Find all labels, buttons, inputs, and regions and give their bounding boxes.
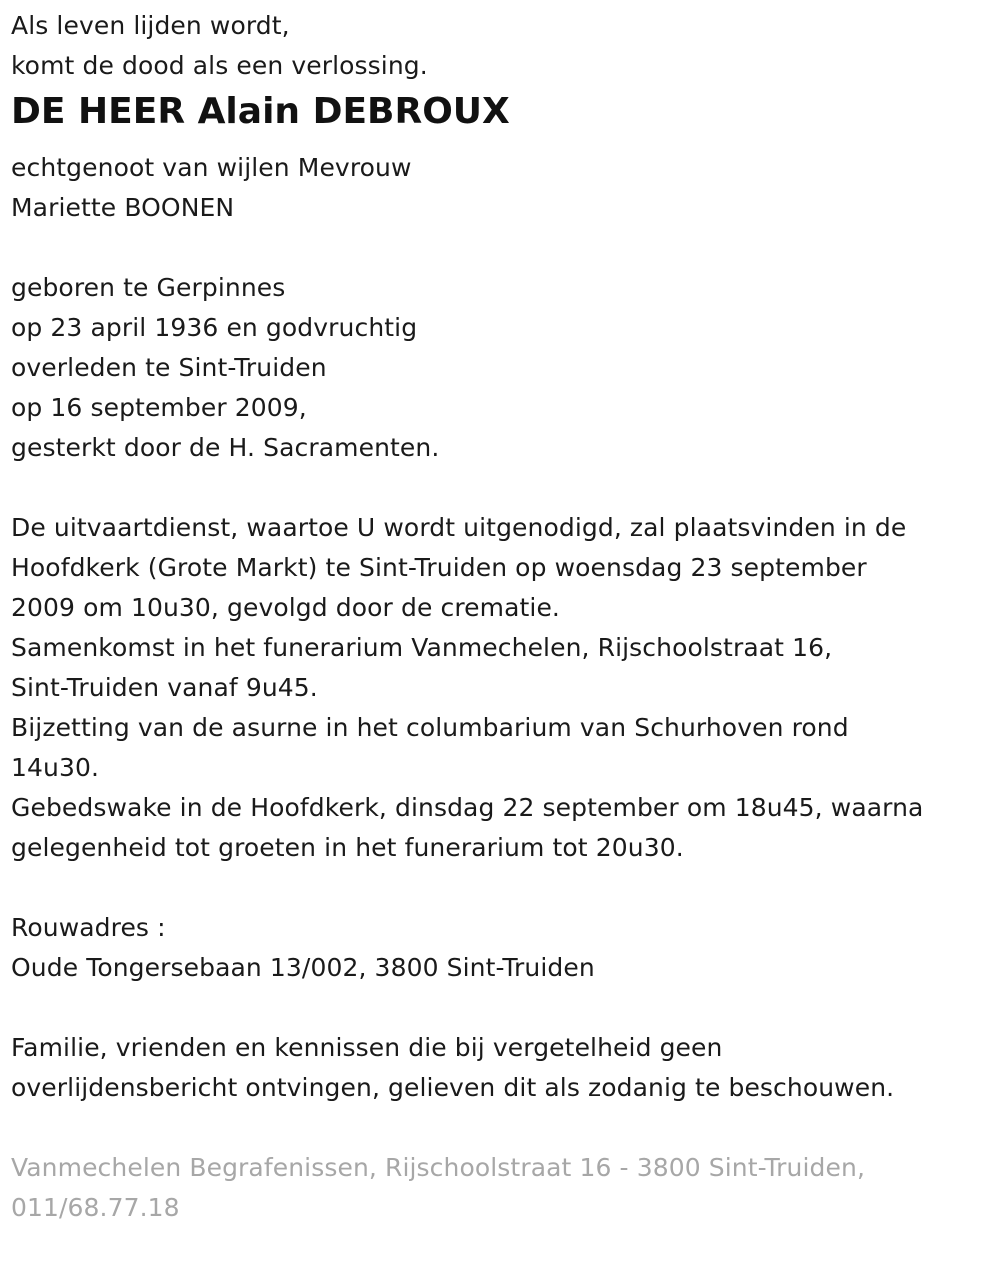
- ceremony-line: Sint-Truiden vanaf 9u45.: [11, 673, 318, 702]
- ceremony-line: Samenkomst in het funerarium Vanmechelen, Rijschoolstraat 16,: [11, 633, 833, 662]
- opening-verse: [11, 6, 986, 86]
- ceremony-line: Bijzetting van de asurne in het columbarium van Schurhoven rond: [11, 713, 849, 742]
- spacer: [11, 988, 986, 1028]
- ceremony-line: 14u30.: [11, 753, 100, 782]
- mourning-address: [11, 908, 986, 988]
- mourning-address-value: Oude Tongersebaan 13/002, 3800 Sint-Truiden: [11, 953, 595, 982]
- spacer: [11, 228, 986, 268]
- funeral-home-address: Vanmechelen Begrafenissen, Rijschoolstraat 16 - 3800 Sint-Truiden,: [11, 1153, 865, 1182]
- spacer: [11, 868, 986, 908]
- ceremony-line: 2009 om 10u30, gevolgd door de crematie.: [11, 593, 560, 622]
- ceremony-details: [11, 508, 986, 868]
- funeral-home-phone: 011/68.77.18: [11, 1193, 180, 1222]
- opening-verse-line-1: Als leven lijden wordt,: [11, 11, 290, 40]
- spouse-info: [11, 148, 986, 228]
- birth-date: op 23 april 1936 en godvruchtig: [11, 313, 418, 342]
- obituary-notice: [11, 6, 986, 1228]
- family-notice-line-1: Familie, vrienden en kennissen die bij vergetelheid geen: [11, 1033, 723, 1062]
- family-notice: [11, 1028, 986, 1108]
- spouse-line-1: echtgenoot van wijlen Mevrouw: [11, 153, 412, 182]
- birth-place: geboren te Gerpinnes: [11, 273, 286, 302]
- mourning-address-label: Rouwadres :: [11, 913, 166, 942]
- death-place: overleden te Sint-Truiden: [11, 353, 327, 382]
- life-details: [11, 268, 986, 468]
- sacraments: gesterkt door de H. Sacramenten.: [11, 433, 440, 462]
- spacer: [11, 1108, 986, 1148]
- death-date: op 16 september 2009,: [11, 393, 307, 422]
- spacer: [11, 468, 986, 508]
- family-notice-line-2: overlijdensbericht ontvingen, gelieven dit als zodanig te beschouwen.: [11, 1073, 895, 1102]
- opening-verse-line-2: komt de dood als een verlossing.: [11, 51, 428, 80]
- spouse-line-2: Mariette BOONEN: [11, 193, 235, 222]
- funeral-home-footer: [11, 1148, 986, 1228]
- ceremony-line: Hoofdkerk (Grote Markt) te Sint-Truiden op woensdag 23 september: [11, 553, 867, 582]
- deceased-name: DE HEER Alain DEBROUX: [11, 91, 510, 132]
- ceremony-line: De uitvaartdienst, waartoe U wordt uitgenodigd, zal plaatsvinden in de: [11, 513, 907, 542]
- ceremony-line: gelegenheid tot groeten in het funerarium tot 20u30.: [11, 833, 684, 862]
- ceremony-line: Gebedswake in de Hoofdkerk, dinsdag 22 september om 18u45, waarna: [11, 793, 924, 822]
